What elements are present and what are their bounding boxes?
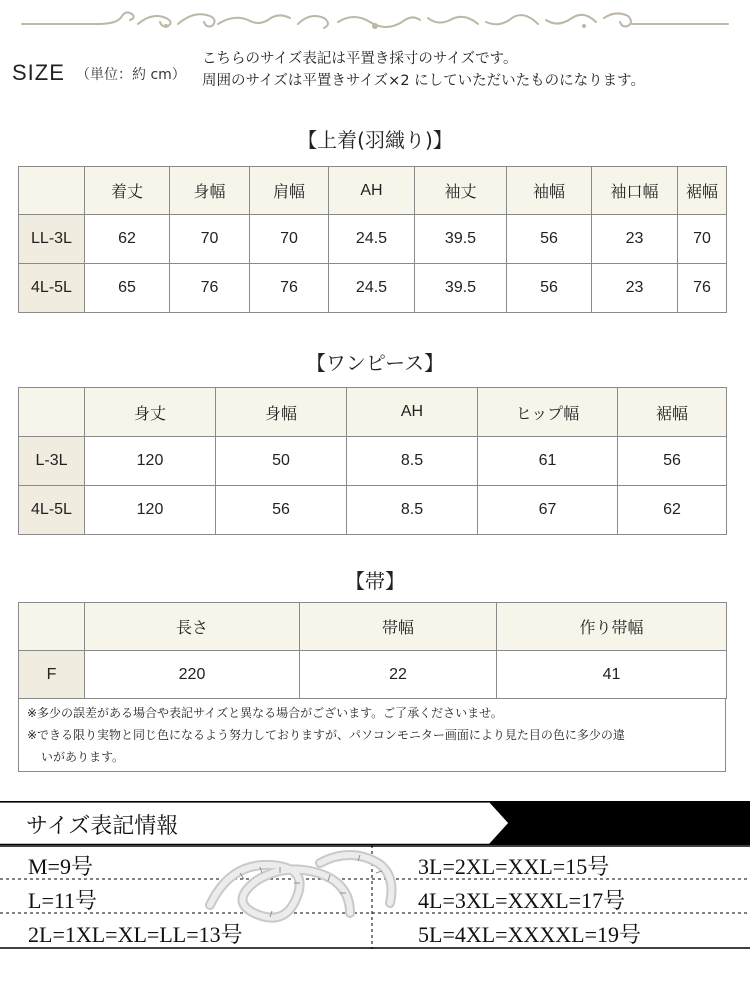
size-note-line: 周囲のサイズは平置きサイズ×2 にしていただいたものになります。 <box>202 73 646 89</box>
size-equivalence-right: 4L=3XL=XXXL=17号 <box>418 888 626 913</box>
note-line: ※多少の誤差がある場合や表記サイズと異なる場合がございます。ご了承くださいませ。 <box>27 706 503 720</box>
table-cell: 120 <box>85 437 216 486</box>
table-row <box>19 264 727 313</box>
belt-size-table <box>18 602 727 699</box>
size-note-line: こちらのサイズ表記は平置き採寸のサイズです。 <box>202 51 518 67</box>
row-header: L-3L <box>19 437 85 486</box>
size-equivalence-left: L=11号 <box>28 888 98 913</box>
row-header: F <box>19 651 85 699</box>
table-cell: 76 <box>250 264 329 313</box>
table-cell: 76 <box>678 264 727 313</box>
column-header: AH <box>329 167 415 215</box>
size-unit-label: （単位：約 cm） <box>76 67 186 83</box>
dress-size-table <box>18 387 727 535</box>
table-cell: 70 <box>678 215 727 264</box>
jacket-size-table <box>18 166 727 313</box>
table-cell: 61 <box>478 437 618 486</box>
column-header: 身丈 <box>85 388 216 437</box>
jacket-section-title: 【上着(羽織り)】 <box>297 128 453 152</box>
table-cell: 23 <box>592 264 678 313</box>
table-cell: 70 <box>250 215 329 264</box>
column-header: 裾幅 <box>678 167 727 215</box>
table-header-row <box>19 167 727 215</box>
table-cell: 62 <box>85 215 170 264</box>
table-corner-cell <box>19 167 85 215</box>
note-line: いがあります。 <box>41 750 125 764</box>
table-cell: 56 <box>507 215 592 264</box>
row-header: 4L-5L <box>19 486 85 535</box>
column-header: 袖口幅 <box>592 167 678 215</box>
table-cell: 8.5 <box>347 437 478 486</box>
belt-section-title: 【帯】 <box>345 569 405 593</box>
size-heading: SIZE <box>12 60 65 85</box>
table-cell: 220 <box>85 651 300 699</box>
column-header: 裾幅 <box>618 388 727 437</box>
table-cell: 24.5 <box>329 264 415 313</box>
column-header: 袖丈 <box>415 167 507 215</box>
table-cell: 56 <box>507 264 592 313</box>
table-corner-cell <box>19 388 85 437</box>
column-header: 身幅 <box>216 388 347 437</box>
column-header: 袖幅 <box>507 167 592 215</box>
dress-section-title: 【ワンピース】 <box>305 351 445 375</box>
column-header: 肩幅 <box>250 167 329 215</box>
table-row <box>19 486 727 535</box>
table-cell: 41 <box>497 651 727 699</box>
column-header: ヒップ幅 <box>478 388 618 437</box>
table-cell: 24.5 <box>329 215 415 264</box>
table-cell: 120 <box>85 486 216 535</box>
table-cell: 67 <box>478 486 618 535</box>
column-header: 作り帯幅 <box>497 603 727 651</box>
note-line: ※できる限り実物と同じ色になるよう努力しておりますが、パソコンモニター画面により見た目の色に多少の違 <box>27 728 625 742</box>
table-cell: 8.5 <box>347 486 478 535</box>
table-cell: 50 <box>216 437 347 486</box>
size-info-title: サイズ表記情報 <box>26 814 179 839</box>
size-note <box>202 48 645 92</box>
ornament-border <box>18 6 732 34</box>
table-cell: 76 <box>170 264 250 313</box>
table-header-row <box>19 388 727 437</box>
disclaimer-notes <box>18 698 726 772</box>
size-equivalence-right: 5L=4XL=XXXXL=19号 <box>418 922 641 947</box>
table-cell: 70 <box>170 215 250 264</box>
column-header: 身幅 <box>170 167 250 215</box>
table-corner-cell <box>19 603 85 651</box>
table-cell: 39.5 <box>415 215 507 264</box>
row-header: 4L-5L <box>19 264 85 313</box>
column-header: 着丈 <box>85 167 170 215</box>
table-cell: 39.5 <box>415 264 507 313</box>
size-equivalence-left: 2L=1XL=XL=LL=13号 <box>28 922 243 947</box>
table-row <box>19 437 727 486</box>
size-equivalence-right: 3L=2XL=XXL=15号 <box>418 854 610 879</box>
column-header: AH <box>347 388 478 437</box>
table-cell: 22 <box>300 651 497 699</box>
table-cell: 56 <box>618 437 727 486</box>
table-cell: 62 <box>618 486 727 535</box>
row-header: LL-3L <box>19 215 85 264</box>
table-row <box>19 651 727 699</box>
column-header: 帯幅 <box>300 603 497 651</box>
table-header-row <box>19 603 727 651</box>
table-row <box>19 215 727 264</box>
size-equivalence-left: M=9号 <box>28 854 93 879</box>
table-cell: 65 <box>85 264 170 313</box>
table-cell: 56 <box>216 486 347 535</box>
table-cell: 23 <box>592 215 678 264</box>
column-header: 長さ <box>85 603 300 651</box>
